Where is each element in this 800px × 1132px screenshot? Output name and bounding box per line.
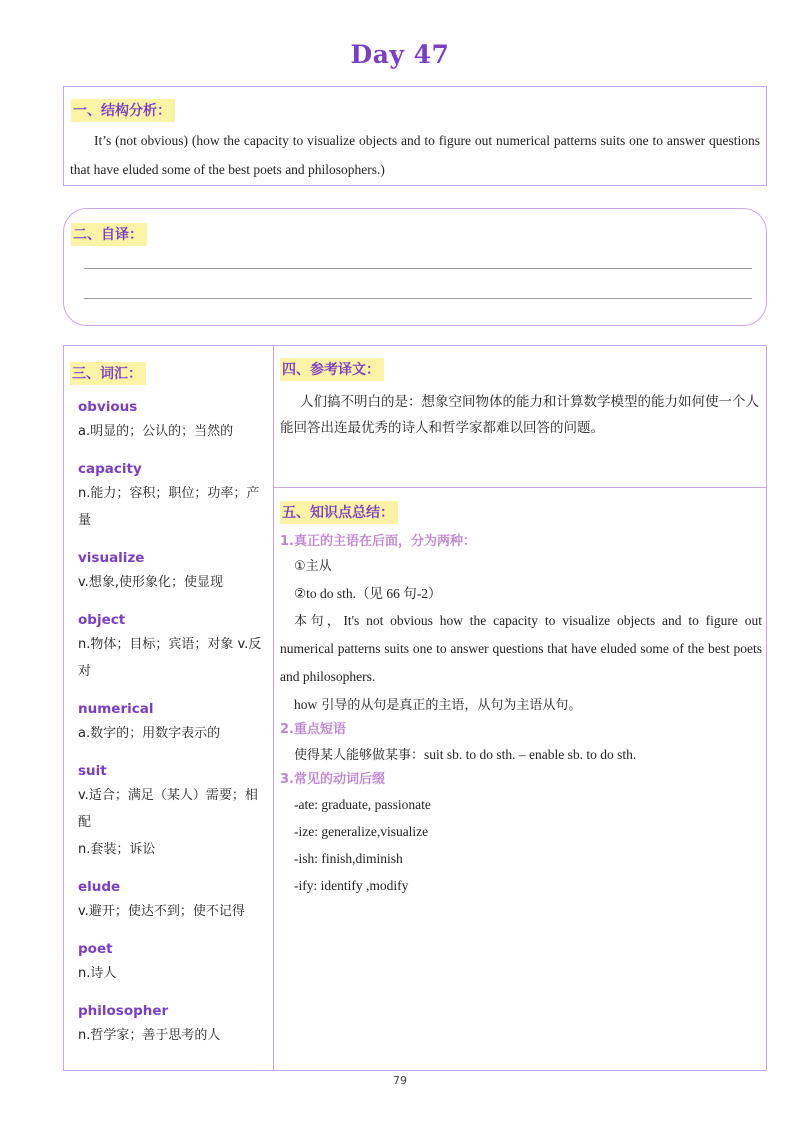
kp-heading-1: 1.真正的主语在后面，分为两种：: [280, 534, 476, 549]
answer-line-1: [84, 268, 752, 269]
vocab-definition: n.物体；目标；宾语；对象 v.反对: [78, 637, 262, 679]
self-translation-box: [63, 208, 767, 326]
knowledge-summary-heading: 五、知识点总结：: [280, 501, 398, 524]
vocab-definition: v.避开；使达不到；使不记得: [78, 904, 245, 919]
suffix-item: -ate: graduate, passionate: [294, 797, 431, 812]
example-english: It's not obvious how the capacity to visualize objects and to figure out numerical patterns suits one to answer questions that have eluded some of the best poets and philosophers.: [280, 613, 762, 684]
structure-analysis-heading: 一、结构分析：: [71, 99, 175, 122]
kp-heading-2: 2.重点短语: [280, 722, 346, 737]
how-note-en: how: [294, 697, 318, 712]
suffix-item: -ize: generalize,visualize: [294, 824, 429, 839]
vocab-word: obvious: [78, 399, 138, 415]
self-translation-heading: 二、自译：: [71, 223, 147, 246]
vocabulary-heading: 三、词汇：: [70, 362, 146, 385]
column-divider: [273, 346, 274, 1070]
vocab-word: numerical: [78, 701, 154, 717]
example-sentence: [280, 607, 762, 691]
vocab-definition: v.想象,使形象化；使显现: [78, 575, 223, 590]
reference-translation-heading: 四、参考译文：: [280, 358, 384, 381]
answer-line-2: [84, 298, 752, 299]
vocab-definition: n.套装；诉讼: [78, 842, 156, 857]
vocab-word: suit: [78, 763, 107, 779]
phrase-cn: 使得某人能够做某事：: [294, 748, 425, 763]
how-note-cn: 引导的从句是真正的主语，从句为主语从句。: [317, 698, 582, 713]
suffix-item: -ify: identify ,modify: [294, 878, 409, 893]
kp-item: ①主从: [294, 559, 332, 574]
vocabulary-list: [78, 396, 266, 1049]
kp-heading-3: 3.常见的动词后缀: [280, 772, 385, 787]
vocab-definition: n.诗人: [78, 966, 117, 981]
page-number: 79: [393, 1074, 407, 1087]
suffix-item: -ish: finish,diminish: [294, 851, 403, 866]
knowledge-points: [280, 531, 762, 899]
how-note: [280, 691, 762, 719]
phrase-line: [280, 741, 762, 769]
vocab-word: capacity: [78, 461, 142, 477]
vocab-definition: a.明显的；公认的；当然的: [78, 424, 234, 439]
row-divider: [273, 487, 766, 488]
vocab-definition: v.适合；满足（某人）需要；相配: [78, 788, 258, 830]
vocab-word: poet: [78, 941, 113, 957]
vocab-word: object: [78, 612, 126, 628]
vocab-word: visualize: [78, 550, 145, 566]
vocab-definition: n.能力；容积；职位；功率；产量: [78, 486, 260, 528]
structure-analysis-text: It’s (not obvious) (how the capacity to visualize objects and to figure out numerical patterns suits one to answer questions that have eluded some of the best poets and philosophers.): [70, 133, 760, 177]
vocab-word: philosopher: [78, 1003, 169, 1019]
content-grid: [63, 345, 767, 1071]
reference-translation-text: 人们搞不明白的是：想象空间物体的能力和计算数学模型的能力如何使一个人能回答出连最优秀的诗人和哲学家都难以回答的问题。: [280, 394, 759, 436]
vocab-word: elude: [78, 879, 121, 895]
example-prefix: 本句，: [294, 614, 344, 629]
vocab-definition: a.数字的；用数字表示的: [78, 726, 221, 741]
vocab-definition: n.哲学家；善于思考的人: [78, 1028, 221, 1043]
kp-item: ②to do sth.（见 66 句-2）: [294, 586, 442, 601]
phrase-en: suit sb. to do sth. – enable sb. to do sth.: [424, 747, 637, 762]
page-title: Day 47: [350, 40, 450, 69]
structure-analysis-box: [63, 86, 767, 186]
